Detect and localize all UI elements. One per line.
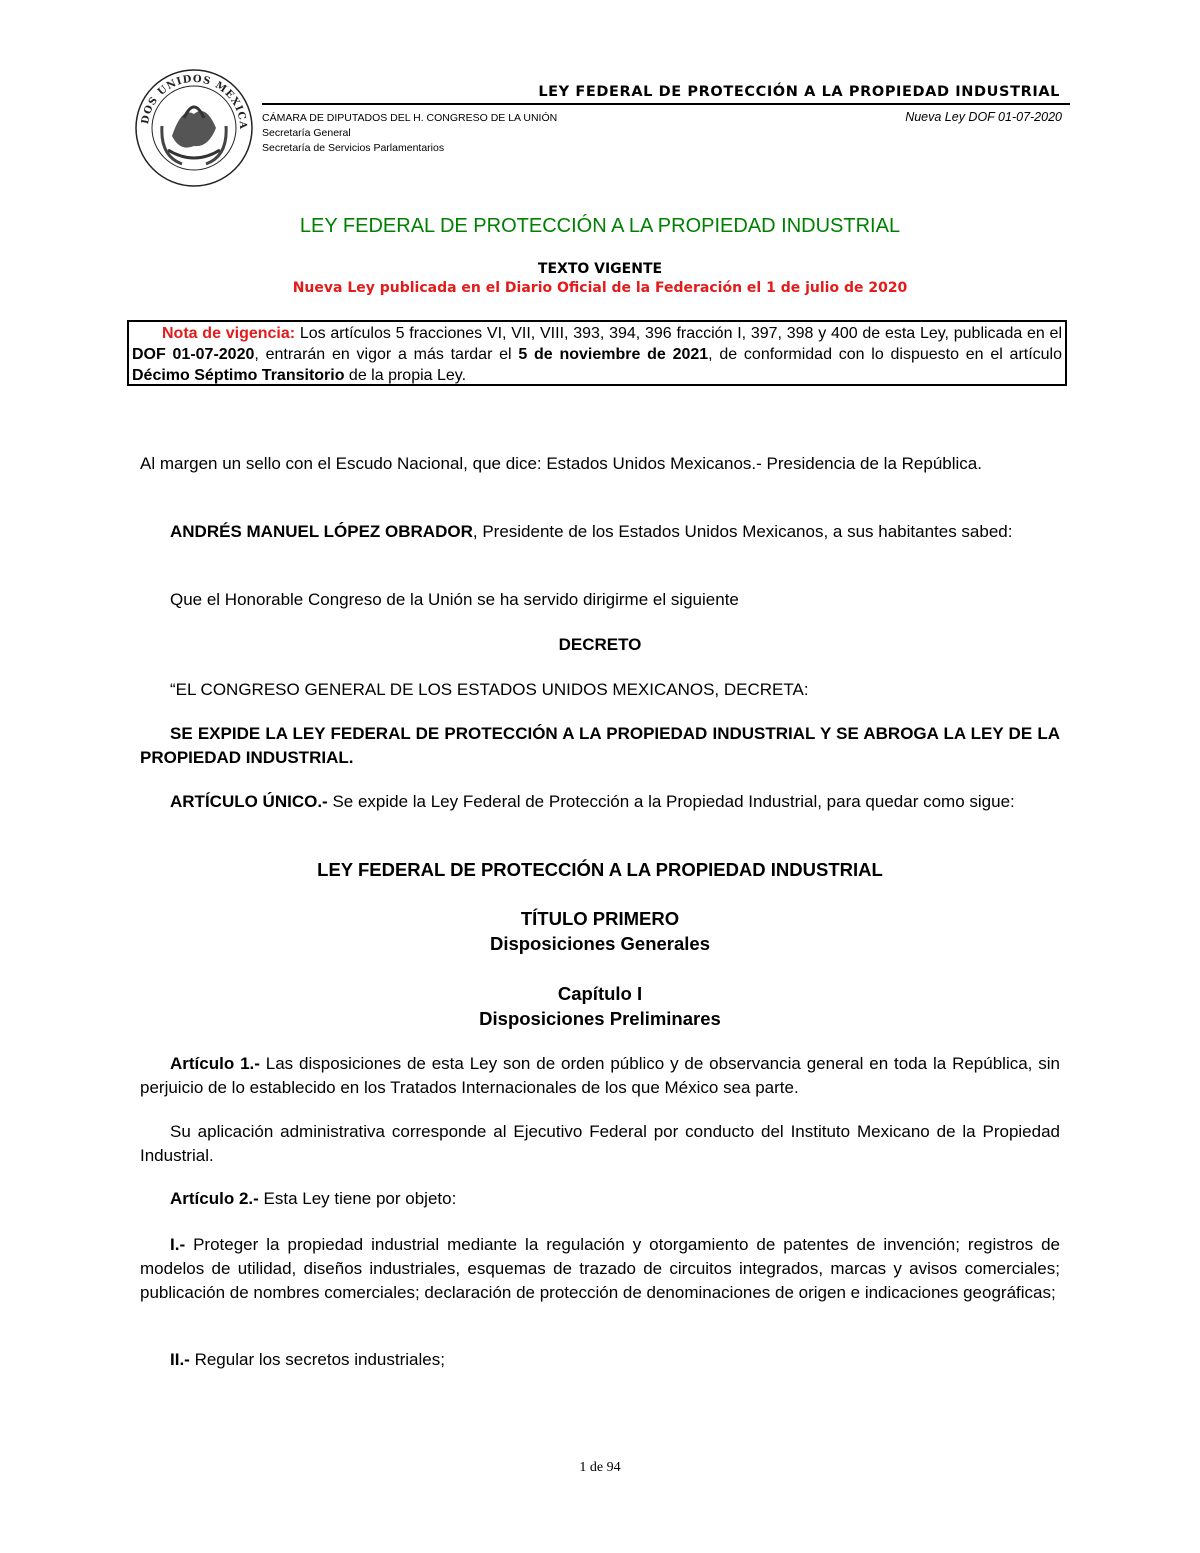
header-dof-note: Nueva Ley DOF 01-07-2020 bbox=[905, 110, 1062, 124]
titulo-primero: TÍTULO PRIMERO bbox=[520, 908, 680, 929]
paragraph-decreta: “EL CONGRESO GENERAL DE LOS ESTADOS UNIDOS MEXICANOS, DECRETA: bbox=[170, 680, 809, 699]
president-text: , Presidente de los Estados Unidos Mexicanos, a sus habitantes sabed: bbox=[472, 522, 1013, 541]
articulo-1-label: Artículo 1.- bbox=[170, 1054, 260, 1073]
fraccion-1 bbox=[140, 1233, 1060, 1305]
header-rule bbox=[262, 103, 1070, 105]
titulo-name: Disposiciones Generales bbox=[489, 933, 711, 954]
articulo-2 bbox=[140, 1187, 1060, 1211]
law-title: LEY FEDERAL DE PROTECCIÓN A LA PROPIEDAD INDUSTRIAL bbox=[317, 859, 883, 880]
capitulo-heading: Capítulo I bbox=[557, 983, 643, 1004]
president-name: ANDRÉS MANUEL LÓPEZ OBRADOR bbox=[170, 522, 473, 541]
nota-dof: DOF 01-07-2020 bbox=[132, 346, 255, 363]
org-line-servicios: Secretaría de Servicios Parlamentarios bbox=[262, 142, 445, 154]
capitulo-name: Disposiciones Preliminares bbox=[479, 1008, 721, 1029]
paragraph-margen: Al margen un sello con el Escudo Nacional, que dice: Estados Unidos Mexicanos.- Presidencia de la República. bbox=[140, 454, 982, 473]
fraccion-2 bbox=[140, 1348, 1060, 1372]
decreto-heading: DECRETO bbox=[558, 635, 642, 654]
paragraph-articulo-unico bbox=[140, 790, 1060, 814]
nota-label: Nota de vigencia: bbox=[162, 325, 296, 342]
fraccion-2-label: II.- bbox=[170, 1350, 190, 1369]
nota-text-2: , entrarán en vigor a más tardar el bbox=[254, 346, 519, 363]
articulo-1-paragraph-2: Su aplicación administrativa corresponde al Ejecutivo Federal por conducto del Instituto Mexicano de la Propiedad Industrial. bbox=[140, 1122, 1060, 1165]
nota-vigencia-box bbox=[127, 320, 1067, 386]
articulo-unico-text: Se expide la Ley Federal de Protección a la Propiedad Industrial, para quedar como sigue: bbox=[327, 792, 1015, 811]
fraccion-1-label: I.- bbox=[170, 1235, 186, 1254]
svg-text:ESTADOS UNIDOS MEXICANOS: DOS UNIDOS MEXICA bbox=[140, 73, 249, 131]
paragraph-congreso: Que el Honorable Congreso de la Unión se ha servido dirigirme el siguiente bbox=[170, 590, 739, 609]
texto-vigente: TEXTO VIGENTE bbox=[537, 261, 663, 277]
articulo-unico-label: ARTÍCULO ÚNICO.- bbox=[170, 792, 328, 811]
articulo-1-text: Las disposiciones de esta Ley son de orden público y de observancia general en toda la República, sin perjuicio de lo establecido en los Tratados Internacionales de los que México sea parte. bbox=[140, 1054, 1060, 1097]
nota-date: 5 de noviembre de 2021 bbox=[518, 346, 709, 363]
fraccion-1-text: Proteger la propiedad industrial mediante la regulación y otorgamiento de patentes de invención; registros de modelos de utilidad, diseños industriales, esquemas de trazado de circuitos integrados, marcas y avisos comerciales; publicación de nombres comerciales; declaración de protección de denominaciones de origen e indicaciones geográficas; bbox=[140, 1235, 1060, 1302]
publication-note: Nueva Ley publicada en el Diario Oficial de la Federación el 1 de julio de 2020 bbox=[292, 280, 908, 296]
paragraph-expide: SE EXPIDE LA LEY FEDERAL DE PROTECCIÓN A LA PROPIEDAD INDUSTRIAL Y SE ABROGA LA LEY DE LA PROPIEDAD INDUSTRIAL. bbox=[140, 724, 1060, 767]
org-line-camara: CÁMARA DE DIPUTADOS DEL H. CONGRESO DE LA UNIÓN bbox=[262, 112, 558, 124]
mexican-seal-icon bbox=[132, 66, 256, 190]
articulo-2-label: Artículo 2.- bbox=[170, 1189, 259, 1208]
nota-transitorio: Décimo Séptimo Transitorio bbox=[132, 367, 345, 384]
articulo-1 bbox=[140, 1052, 1060, 1100]
header-organization bbox=[262, 111, 557, 156]
org-line-secretaria: Secretaría General bbox=[262, 127, 351, 139]
page-number: 1 de 94 bbox=[579, 1460, 621, 1475]
articulo-2-text: Esta Ley tiene por objeto: bbox=[258, 1189, 457, 1208]
nota-text-1: Los artículos 5 fracciones VI, VII, VIII, 393, 394, 396 fracción I, 397, 398 y 400 de esta Ley, publicada en el bbox=[295, 325, 1062, 342]
nota-text-4: de la propia Ley. bbox=[344, 367, 467, 384]
document-title: LEY FEDERAL DE PROTECCIÓN A LA PROPIEDAD INDUSTRIAL bbox=[299, 215, 901, 237]
fraccion-2-text: Regular los secretos industriales; bbox=[189, 1350, 445, 1369]
running-header-title: LEY FEDERAL DE PROTECCIÓN A LA PROPIEDAD INDUSTRIAL bbox=[538, 84, 1060, 100]
paragraph-president bbox=[140, 520, 1060, 544]
nota-text-3: , de conformidad con lo dispuesto en el artículo bbox=[708, 346, 1063, 363]
